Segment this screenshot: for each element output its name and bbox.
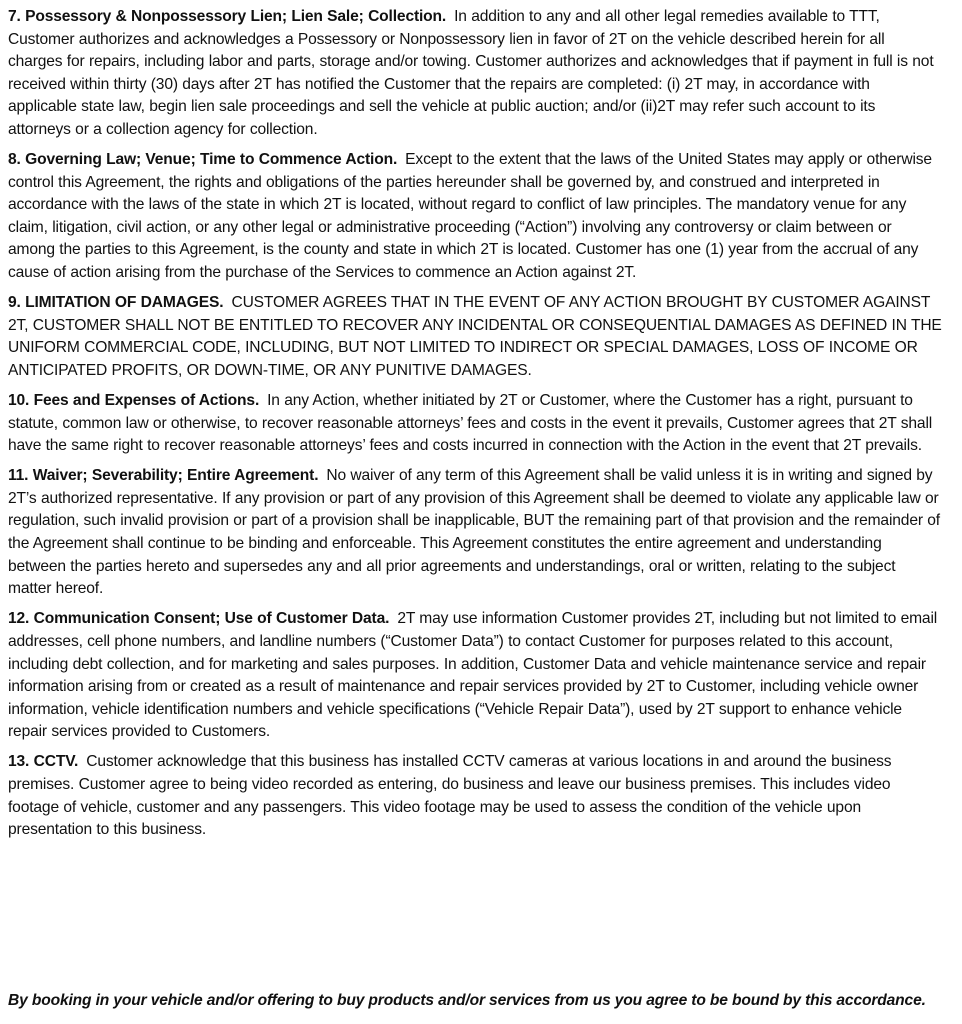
section-10-heading: 10. Fees and Expenses of Actions. bbox=[8, 392, 260, 409]
section-9-limitation-of-damages bbox=[8, 292, 942, 382]
section-11-waiver bbox=[8, 465, 942, 601]
closing-statement: By booking in your vehicle and/or offering to buy products and/or services from us you agree to be bound by this accordance. bbox=[8, 991, 926, 1009]
section-11-heading: 11. Waiver; Severability; Entire Agreement. bbox=[8, 467, 319, 485]
section-12-communication-consent bbox=[8, 608, 942, 744]
section-7-heading: 7. Possessory & Nonpossessory Lien; Lien Sale; Collection. bbox=[8, 8, 447, 25]
section-7-lien bbox=[8, 6, 942, 142]
section-12-body: 2T may use information Customer provides 2T, including but not limited to email addresses, cell phone numbers, and landline numbers (“Customer Data”) to contact Customer for purposes related to this account, including debt collection, and for marketing and sales purposes. In addition, Customer Data and vehicle maintenance service and repair information arising from or created as a result of maintenance and repair services provided by 2T to Customer, including vehicle owner information, vehicle identification numbers and vehicle specifications (“Vehicle Repair Data”), used by 2T support to enhance vehicle repair services provided to Customers. bbox=[8, 610, 938, 741]
section-13-body: Customer acknowledge that this business has installed CCTV cameras at various locations in and around the business premises. Customer agree to being video recorded as entering, do business and leave our business premises. This includes video footage of vehicle, customer and any passengers. This video footage may be used to assess the condition of the vehicle upon presentation to this business. bbox=[8, 753, 892, 839]
section-10-body: In any Action, whether initiated by 2T or Customer, where the Customer has a right, pursuant to statute, common law or otherwise, to recover reasonable attorneys’ fees and costs in the event it prevails, Customer agrees that 2T shall have the same right to recover reasonable attorneys’ fees and costs incurred in connection with the Action in the event that 2T prevails. bbox=[8, 392, 933, 455]
section-8-heading: 8. Governing Law; Venue; Time to Commence Action. bbox=[8, 151, 398, 169]
section-13-heading: 13. CCTV. bbox=[8, 753, 79, 771]
section-8-body: Except to the extent that the laws of the United States may apply or otherwise control this Agreement, the rights and obligations of the parties hereunder shall be governed by, and construed and interpreted in accordance with the laws of the state in which 2T is located, without regard to conflict of law principles. The mandatory venue for any claim, litigation, civil action, or any other legal or administrative proceeding (“Action”) involving any controversy or claim between or among the parties to this Agreement, is the county and state in which 2T is located. Customer has one (1) year from the accrual of any cause of action arising from the purchase of the Services to commence an Action against 2T. bbox=[8, 151, 932, 282]
section-11-body: No waiver of any term of this Agreement shall be valid unless it is in writing and signed by 2T’s authorized representative. If any provision or part of any provision of this Agreement shall be deemed to violate any applicable law or regulation, such invalid provision or part of a provision shall be inapplicable, BUT the remaining part of that provision and the remainder of the Agreement shall continue to be binding and enforceable. This Agreement constitutes the entire agreement and understanding between the parties hereto and supersedes any and all prior agreements and understandings, oral or written, relating to the subject matter hereof. bbox=[8, 467, 940, 598]
section-9-body: CUSTOMER AGREES THAT IN THE EVENT OF ANY ACTION BROUGHT BY CUSTOMER AGAINST 2T, CUSTOMER SHALL NOT BE ENTITLED TO RECOVER ANY INCIDENTAL OR CONSEQUENTIAL DAMAGES AS DEFINED IN THE UNIFORM COMMERCIAL CODE, INCLUDING, BUT NOT LIMITED TO INDIRECT OR SPECIAL DAMAGES, LOSS OF INCOME OR ANTICIPATED PROFITS, OR DOWN-TIME, OR ANY PUNITIVE DAMAGES. bbox=[8, 294, 942, 379]
section-10-fees bbox=[8, 390, 942, 458]
section-13-cctv bbox=[8, 751, 942, 841]
section-7-body: In addition to any and all other legal remedies available to TTT, Customer authorizes and acknowledges a Possessory or Nonpossessory lien in favor of 2T on the vehicle described herein for all charges for repairs, including labor and parts, storage and/or towing. Customer authorizes and acknowledges that if payment in full is not received within thirty (30) days after 2T has notified the Customer that the repairs are completed: (i) 2T may, in accordance with applicable state law, begin lien sale proceedings and sell the vehicle at public auction; and/or (ii)2T may refer such account to its attorneys or a collection agency for collection. bbox=[8, 8, 934, 138]
section-12-heading: 12. Communication Consent; Use of Customer Data. bbox=[8, 610, 390, 628]
section-9-heading: 9. LIMITATION OF DAMAGES. bbox=[8, 294, 224, 312]
section-8-governing-law bbox=[8, 149, 942, 285]
